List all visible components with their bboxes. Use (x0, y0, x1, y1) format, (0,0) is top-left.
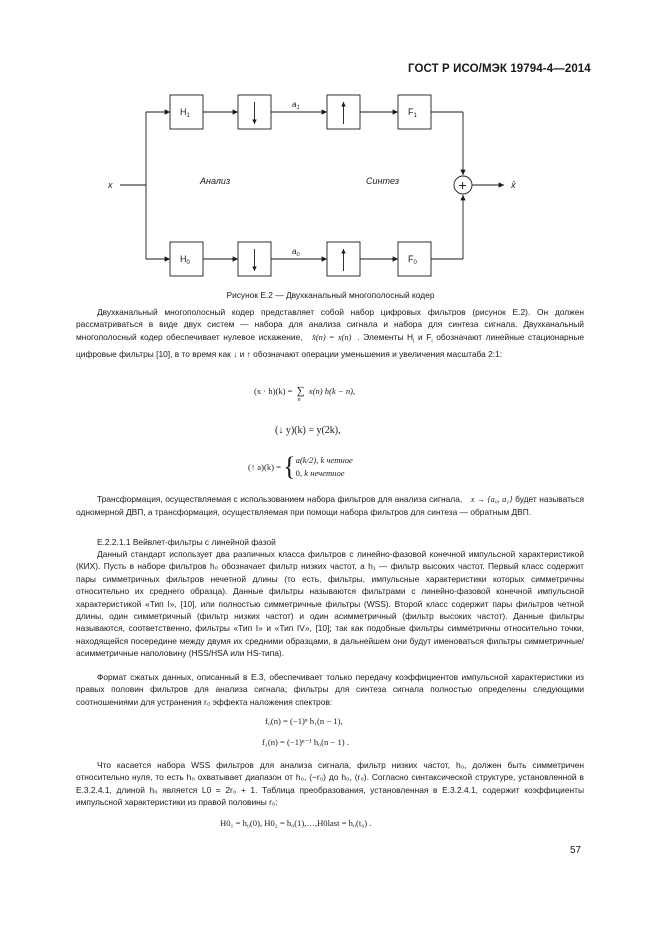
f0-label: F (408, 254, 414, 264)
svg-text:a1 (292, 100, 300, 111)
formula-f0: f₀(n) = (−1)ⁿ h₁(n − 1), (265, 716, 343, 726)
filter-h1-box (170, 95, 203, 129)
paragraph-3: Данный стандарт использует два различных класса фильтров с линейно-фазовой конечной импульсной характеристикой (КИХ). Пусть в наборе фильтров h₀ обозначает фильтр низких частот, а h₁ — фильтр высоких частот. Первый класс содержит пары симметричных фильтров нечетной длины (то есть, фильтры, импульсные характеристики которых симметричны относительно их среднего образца). Данные фильтры называются фильтрами с линейно-фазовой конечной импульсной характеристикой «Тип I», [10], или полностью симметричные фильтры (WSS). Второй класс содержит пары фильтров четной длины, один симметричный (фильтр низких частот) и один асимметричный (фильтр высоких частот). Данные фильтры называются, соответственно, фильтры «Тип I» и «Тип IV», [10]; так как подобные фильтры симметричны относительно точки, находящейся посередине между двумя их средними образцами, в дальнейшем они будут именоваться фильтры симметричные/асимметричные наполовину (HSS/HSA или HS-типа). (76, 549, 584, 659)
a0-sub: 0 (296, 252, 300, 258)
two-channel-coder-diagram (100, 82, 540, 282)
svg-text:F1 (408, 107, 418, 119)
p1-f-sub: i (431, 338, 433, 345)
paragraph-1 (76, 306, 584, 360)
p1-h-sub: i (413, 338, 415, 345)
adder-plus: + (458, 177, 467, 193)
p2-formula: x → {a₀, a₁} (470, 495, 513, 504)
p1-text: Двухканальный многополосный кодер представляет собой набор цифровых фильтров (рисунок E.2). Он должен рассматриваться в виде двух систем — набора для анализа сигнала и набора для синтеза сигнала. Двухканальный многополосный кодер обеспечивает нулевое искажение, (76, 307, 584, 342)
h0-label: H (180, 254, 187, 264)
input-label: x (108, 180, 113, 190)
filter-h0-box (170, 242, 203, 276)
h1-sub: 1 (186, 113, 190, 119)
case-odd: 0, k нечетное (295, 468, 345, 478)
figure-caption: Рисунок E.2 — Двухканальный многополосный кодер (226, 290, 435, 300)
p1-and: и F (414, 331, 432, 342)
svg-text:H0 (180, 254, 191, 266)
formula-convolution: (x · h)(k) = ∑ n x(n) h(k − n), (254, 385, 356, 403)
h1-label: H (180, 107, 187, 117)
formula-upsample: (↑ a)(k) = {a(k/2), k четное 0, k нечетное (248, 452, 353, 481)
h0-sub: 0 (186, 260, 190, 266)
a1-sub: 1 (296, 105, 300, 111)
p1-formula: x̂(n) = x(n) (312, 332, 352, 342)
standard-header: ГОСТ Р ИСО/МЭК 19794-4—2014 (408, 63, 591, 75)
analysis-label: Анализ (200, 176, 231, 186)
p1-rest: обозначают линейные стационарные цифровые фильтры [10], в то время как ↓ и ↑ обозначают операции уменьшения и увеличения масштаба 2:1: (76, 331, 585, 359)
paragraph-4: Формат сжатых данных, описанный в E.3, обеспечивает только передачу коэффициентов импульсной характеристики из правых половин фильтров для анализа сигнала; фильтры для синтеза сигнала полностью определены следующими соотношениями для устранения r₀ эффекта наложения спектров: (76, 672, 584, 707)
svg-text:F0 (408, 254, 418, 266)
svg-text:a0 (292, 247, 300, 258)
formula-coefficients: H0₁ = h₀(0), H0₂ = h₀(1),…,H0last = h₀(t₀) . (220, 818, 372, 828)
formula-downsample: (↓ y)(k) = y(2k), (275, 425, 341, 436)
a1-label: a (292, 100, 297, 109)
section-heading: E.2.2.1.1 Вейвлет-фильтры с линейной фазой (97, 537, 276, 547)
p1-after: . Элементы H (357, 331, 414, 342)
synthesis-label: Синтез (366, 176, 400, 186)
formula-f1: f₁(n) = (−1)ⁿ⁻¹ h₀(n − 1) . (262, 737, 349, 747)
page-number: 57 (570, 845, 582, 856)
f0-sub: 0 (413, 260, 417, 266)
filter-f1-box (398, 95, 431, 129)
paragraph-2: Трансформация, осуществляемая с использованием набора фильтров для анализа сигнала, x → {a₀, a₁} будет называться одномерной ДВП, а трансформация, осуществляемая при помощи набора фильтров для синтеза — обратным ДВП. (76, 494, 584, 518)
a0-label: a (292, 247, 297, 256)
f1-label: F (408, 107, 414, 117)
case-even: a(k/2), k четное (295, 455, 353, 465)
filter-f0-box (398, 242, 431, 276)
paragraph-5: Что касается набора WSS фильтров для анализа сигнала, фильтр низких частот, h₀, должен быть симметричен относительно нуля, то есть h₀ охватывает диапазон от h₀, (−r₀) до h₀, (r₀). Согласно синтаксической структуре, установленной в E.3.2.4.1, длиной h₀ является L0 = 2r₀ + 1. Таблица преобразования, установленная в E.3.2.4.1, содержит коэффициенты импульсной характеристики из правой половины r₀: (76, 760, 584, 808)
output-label: x̂ (511, 180, 516, 190)
f1-sub: 1 (413, 113, 417, 119)
svg-text:H1 (180, 107, 191, 119)
